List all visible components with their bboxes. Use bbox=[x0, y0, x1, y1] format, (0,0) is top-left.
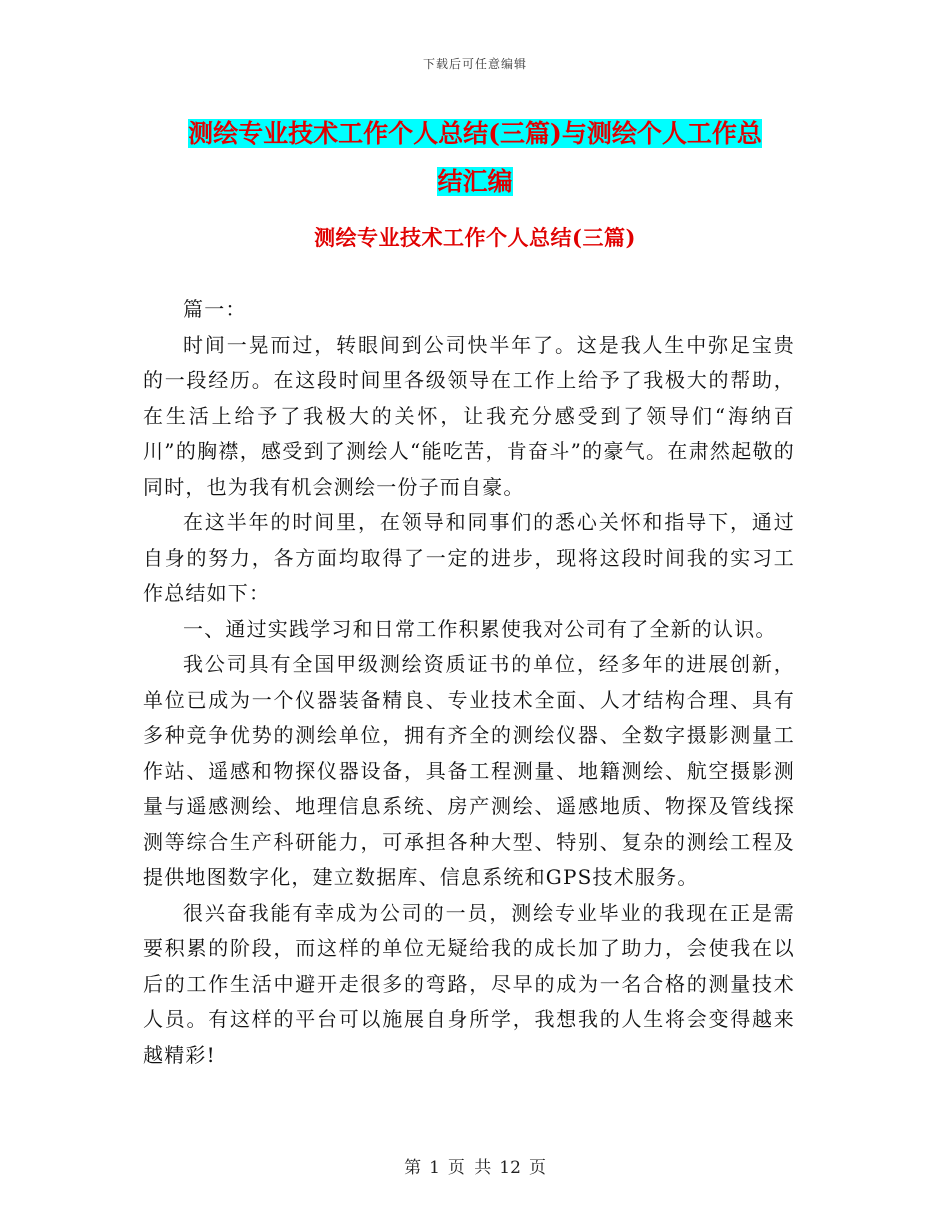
document-title bbox=[140, 110, 810, 206]
page-footer bbox=[0, 1153, 950, 1178]
paragraph: 一、通过实践学习和日常工作积累使我对公司有了全新的认识。 bbox=[183, 616, 777, 641]
document-body bbox=[143, 292, 795, 1073]
footer-suffix: 页 bbox=[528, 1158, 546, 1178]
footer-middle: 页 共 bbox=[447, 1158, 492, 1178]
paragraph: 篇一： bbox=[183, 297, 247, 321]
paragraph: 在这半年的时间里，在领导和同事们的悉心关怀和指导下，通过自身的努力，各方面均取得了一定的进步，现将这段时间我的实习工作总结如下： bbox=[143, 510, 795, 605]
document-title-line2: 结汇编 bbox=[437, 167, 513, 196]
document-title-line1: 测绘专业技术工作个人总结(三篇)与测绘个人工作总 bbox=[188, 119, 762, 148]
paragraph: 时间一晃而过，转眼间到公司快半年了。这是我人生中弥足宝贵的一段经历。在这段时间里各级领导在工作上给予了我极大的帮助，在生活上给予了我极大的关怀，让我充分感受到了领导们“海纳百川”的胸襟，感受到了测绘人“能吃苦，肯奋斗”的豪气。在肃然起敬的同时，也为我有机会测绘一份子而自豪。 bbox=[143, 332, 795, 499]
header-note: 下载后可任意编辑 bbox=[422, 57, 527, 71]
footer-total-pages: 12 bbox=[499, 1158, 521, 1178]
paragraph: 我公司具有全国甲级测绘资质证书的单位，经多年的进展创新，单位已成为一个仪器装备精良、专业技术全面、人才结构合理、具有多种竞争优势的测绘单位，拥有齐全的测绘仪器、全数字摄影测量工作站、遥感和物探仪器设备，具备工程测量、地籍测绘、航空摄影测量与遥感测绘、地理信息系统、房产测绘、遥感地质、物探及管线探测等综合生产科研能力，可承担各种大型、特别、复杂的测绘工程及提供地图数字化，建立数据库、信息系统和GPS技术服务。 bbox=[143, 652, 795, 889]
footer-page-number: 1 bbox=[429, 1158, 440, 1178]
section-title: 测绘专业技术工作个人总结(三篇) bbox=[314, 225, 636, 250]
paragraph: 很兴奋我能有幸成为公司的一员，测绘专业毕业的我现在正是需要积累的阶段，而这样的单位无疑给我的成长加了助力，会使我在以后的工作生活中避开走很多的弯路，尽早的成为一名合格的测量技术人员。有这样的平台可以施展自身所学，我想我的人生将会变得越来越精彩! bbox=[143, 900, 795, 1067]
footer-prefix: 第 bbox=[404, 1158, 422, 1178]
